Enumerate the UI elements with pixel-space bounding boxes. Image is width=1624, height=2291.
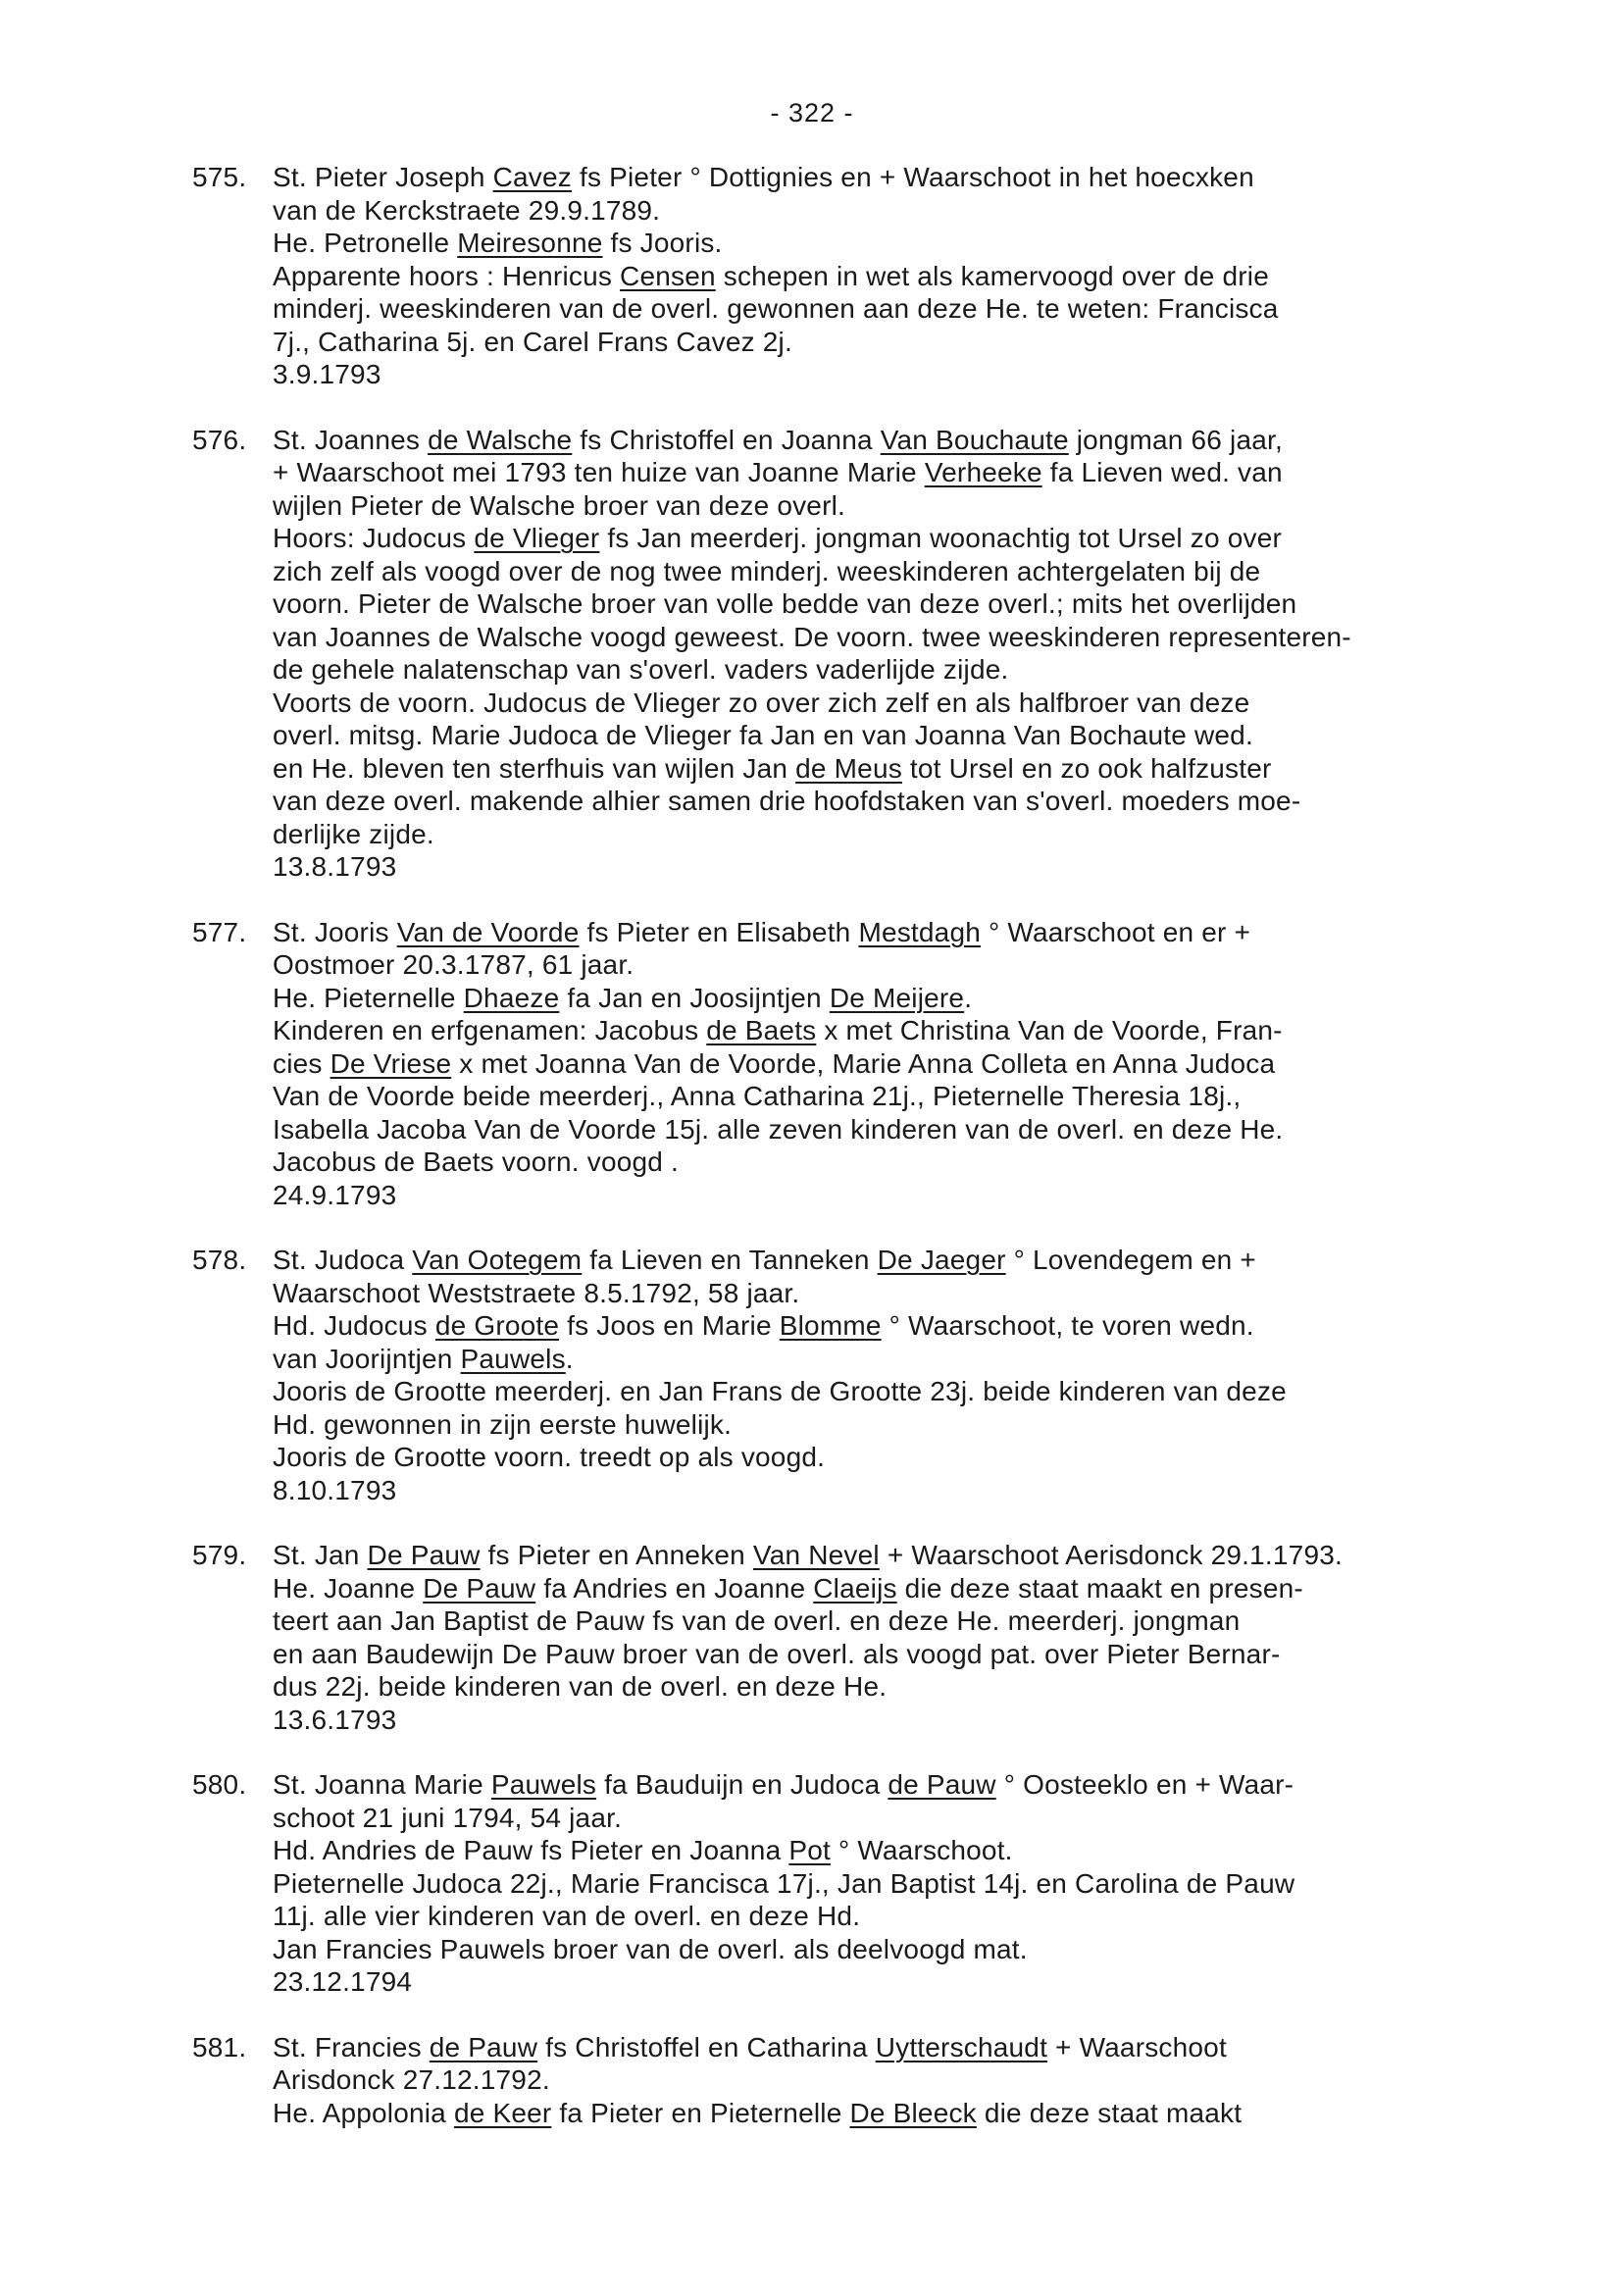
text-segment: fs Jooris. — [602, 228, 723, 258]
text-segment: St. Pieter Joseph — [273, 162, 493, 192]
underlined-surname: De Vriese — [330, 1047, 452, 1079]
text-segment: voorn. Pieter de Walsche broer van volle bedde van deze overl.; mits het overlijden — [273, 588, 1297, 619]
underlined-surname: Van de Voorde — [396, 916, 580, 947]
entry-579 — [192, 1539, 1585, 1736]
entry-581 — [192, 2031, 1585, 2130]
entry-line — [273, 424, 1585, 457]
underlined-surname: Blomme — [779, 1310, 882, 1341]
entry-line — [273, 326, 1585, 359]
entry-577 — [192, 916, 1585, 1212]
text-segment: Jooris de Grootte voorn. treedt op als voogd. — [273, 1442, 826, 1472]
entry-line — [273, 587, 1585, 621]
text-segment: zich zelf als voogd over de nog twee minderj. weeskinderen achtergelaten bij de — [273, 555, 1261, 586]
text-segment: wijlen Pieter de Walsche broer van deze overl. — [273, 489, 845, 521]
entry-line — [273, 1802, 1585, 1835]
underlined-surname: Cavez — [492, 162, 572, 192]
text-segment: fs Pieter ° Dottignies en + Waarschoot in het hoecxken — [571, 162, 1254, 192]
text-segment: fa Lieven wed. van — [1041, 457, 1283, 487]
entry-line — [273, 785, 1585, 818]
text-segment: Kinderen en erfgenamen: Jacobus — [273, 1015, 707, 1045]
entry-line — [273, 1965, 1585, 1999]
text-segment: ° Oosteeklo en + Waar- — [995, 1769, 1294, 1800]
underlined-surname: de Pauw — [429, 2031, 538, 2062]
underlined-surname: Van Bouchaute — [880, 424, 1069, 455]
text-segment: Hd. gewonnen in zijn eerste huwelijk. — [273, 1408, 733, 1440]
underlined-surname: de Vlieger — [474, 523, 600, 553]
text-segment: en aan Baudewijn De Pauw broer van de overl. als voogd pat. over Pieter Bernar- — [273, 1638, 1281, 1669]
entry-line — [273, 850, 1585, 884]
text-segment: Jan Francies Pauwels broer van de overl. als deelvoogd mat. — [273, 1933, 1028, 1964]
entry-line — [273, 1638, 1585, 1671]
text-segment: Oostmoer 20.3.1787, 61 jaar. — [273, 949, 634, 980]
text-segment: fs Joos en Marie — [559, 1310, 780, 1341]
text-segment: He. Joanne — [273, 1572, 424, 1604]
text-segment: x met Joanna Van de Voorde, Marie Anna Colleta en Anna Judoca — [451, 1047, 1276, 1079]
text-segment: fa Lieven en Tanneken — [582, 1245, 878, 1275]
entry-line — [273, 916, 1585, 949]
text-segment: en He. bleven ten sterfhuis van wijlen Jan — [273, 752, 796, 784]
underlined-surname: de Keer — [453, 2097, 552, 2128]
text-segment: fs Pieter en Anneken — [480, 1540, 753, 1570]
text-segment: jongman 66 jaar, — [1068, 424, 1283, 455]
underlined-surname: Pauwels — [460, 1343, 566, 1374]
text-segment: . — [565, 1343, 574, 1374]
entry-line — [273, 982, 1585, 1015]
entry-line — [273, 555, 1585, 588]
entry-line — [273, 621, 1585, 654]
text-segment: St. Jooris — [273, 916, 397, 947]
text-segment: ° Waarschoot, te voren wedn. — [881, 1310, 1254, 1341]
text-segment: Jacobus de Baets voorn. voogd . — [273, 1146, 680, 1177]
entry-line — [273, 292, 1585, 326]
text-segment: tot Ursel en zo ook halfzuster — [901, 752, 1272, 784]
underlined-surname: De Meijere — [829, 982, 965, 1013]
text-segment: 11j. alle vier kinderen van de overl. en deze Hd. — [273, 1901, 861, 1931]
entry-line — [273, 1047, 1585, 1081]
entry-number: 581. — [192, 2031, 247, 2062]
entry-line — [273, 719, 1585, 752]
entry-578 — [192, 1244, 1585, 1506]
underlined-surname: Pot — [788, 1835, 831, 1865]
text-segment: fa Jan en Joosijntjen — [559, 982, 830, 1013]
entry-number: 575. — [192, 162, 247, 192]
text-segment: fs Christoffel en Catharina — [537, 2031, 876, 2062]
underlined-surname: De Pauw — [367, 1540, 481, 1570]
entry-line — [273, 948, 1585, 982]
entry-line — [273, 1179, 1585, 1212]
text-segment: van Joorijntjen — [273, 1343, 461, 1374]
text-segment: fa Bauduijn en Judoca — [596, 1769, 888, 1800]
text-segment: St. Joanna Marie — [273, 1769, 491, 1800]
text-segment: + Waarschoot mei 1793 ten huize van Joanne Marie — [273, 457, 925, 487]
entry-number: 576. — [192, 424, 247, 455]
text-segment: He. Petronelle — [273, 228, 458, 258]
entry-line — [273, 161, 1585, 194]
text-segment: fa Pieter en Pieternelle — [551, 2097, 850, 2128]
entry-line — [273, 1834, 1585, 1867]
text-segment: Hd. Andries de Pauw fs Pieter en Joanna — [273, 1835, 789, 1865]
text-segment: die deze staat maakt en presen- — [896, 1572, 1303, 1604]
entry-line — [273, 1933, 1585, 1966]
entry-line — [273, 1768, 1585, 1802]
entry-line — [273, 1146, 1585, 1179]
text-segment: Isabella Jacoba Van de Voorde 15j. alle zeven kinderen van de overl. en deze He. — [273, 1113, 1284, 1145]
text-segment: die deze staat maakt — [976, 2097, 1243, 2128]
entry-number: 579. — [192, 1540, 247, 1570]
entry-line — [273, 1277, 1585, 1310]
underlined-surname: De Jaeger — [877, 1245, 1006, 1275]
entry-line — [273, 687, 1585, 720]
entry-line — [273, 1900, 1585, 1933]
underlined-surname: Van Ootegem — [412, 1245, 583, 1275]
entry-line — [273, 1014, 1585, 1047]
entry-line — [273, 1244, 1585, 1277]
text-segment: 23.12.1794 — [273, 1966, 413, 1997]
entry-number: 577. — [192, 916, 247, 947]
entry-line — [273, 194, 1585, 228]
underlined-surname: de Pauw — [888, 1769, 996, 1800]
underlined-surname: Pauwels — [490, 1769, 597, 1800]
page-number: - 322 - — [770, 98, 854, 127]
text-segment: fs Pieter en Elisabeth — [579, 916, 859, 947]
text-segment: schoot 21 juni 1794, 54 jaar. — [273, 1802, 623, 1833]
text-segment: van Joannes de Walsche voogd geweest. De voorn. twee weeskinderen representeren- — [273, 621, 1351, 652]
entry-575 — [192, 161, 1585, 391]
text-segment: Pieternelle Judoca 22j., Marie Francisca 17j., Jan Baptist 14j. en Carolina de Pauw — [273, 1867, 1295, 1899]
underlined-surname: Claeijs — [813, 1572, 897, 1604]
entry-line — [273, 1867, 1585, 1901]
text-segment: ° Lovendegem en + — [1005, 1245, 1256, 1275]
text-segment: minderj. weeskinderen van de overl. gewonnen aan deze He. te weten: Francisca — [273, 293, 1279, 324]
text-segment: van de Kerckstraete 29.9.1789. — [273, 194, 661, 226]
text-segment: Van de Voorde beide meerderj., Anna Catharina 21j., Pieternelle Theresia 18j., — [273, 1081, 1242, 1111]
text-segment: He. Pieternelle — [273, 982, 464, 1013]
text-segment: 24.9.1793 — [273, 1179, 397, 1210]
text-segment: St. Judoca — [273, 1245, 413, 1275]
text-segment: . — [964, 982, 973, 1013]
text-segment: Waarschoot Weststraete 8.5.1792, 58 jaar. — [273, 1277, 800, 1308]
text-segment: x met Christina Van de Voorde, Fran- — [816, 1015, 1283, 1045]
entry-line — [273, 1704, 1585, 1737]
entry-line — [273, 1343, 1585, 1376]
text-segment: Hoors: Judocus — [273, 523, 475, 553]
text-segment: 7j., Catharina 5j. en Carel Frans Cavez 2j. — [273, 326, 792, 357]
text-segment: teert aan Jan Baptist de Pauw fs van de overl. en deze He. meerderj. jongman — [273, 1605, 1241, 1636]
text-segment: van deze overl. makende alhier samen drie hoofdstaken van s'overl. moeders moe- — [273, 786, 1301, 816]
underlined-surname: Uytterschaudt — [875, 2031, 1048, 2062]
text-segment: + Waarschoot — [1047, 2031, 1227, 2062]
text-segment: fs Christoffel en Joanna — [572, 424, 881, 455]
underlined-surname: de Meus — [795, 752, 902, 784]
text-segment: Hd. Judocus — [273, 1310, 435, 1341]
underlined-surname: Mestdagh — [858, 916, 982, 947]
text-segment: St. Jan — [273, 1540, 368, 1570]
underlined-surname: de Groote — [434, 1310, 560, 1341]
text-segment: derlijke zijde. — [273, 818, 434, 849]
underlined-surname: de Baets — [706, 1015, 817, 1045]
text-segment: de gehele nalatenschap van s'overl. vaders vaderlijde zijde. — [273, 654, 1009, 685]
text-segment: fa Andries en Joanne — [535, 1572, 814, 1604]
underlined-surname: Van Nevel — [752, 1540, 880, 1570]
entry-line — [273, 1441, 1585, 1474]
underlined-surname: Dhaeze — [463, 982, 560, 1013]
entry-line — [273, 818, 1585, 851]
entry-line — [273, 1113, 1585, 1146]
entry-line — [273, 1572, 1585, 1605]
entry-line — [273, 2063, 1585, 2097]
text-segment: ° Waarschoot en er + — [981, 916, 1251, 947]
text-segment: St. Joannes — [273, 424, 429, 455]
text-segment: St. Francies — [273, 2031, 430, 2062]
text-segment: 13.8.1793 — [273, 851, 397, 882]
text-segment: fs Jan meerderj. jongman woonachtig tot Ursel zo over — [599, 523, 1282, 553]
text-segment: + Waarschoot Aerisdonck 29.1.1793. — [879, 1540, 1343, 1570]
text-segment: 13.6.1793 — [273, 1704, 397, 1735]
entry-line — [273, 522, 1585, 555]
entry-list — [192, 161, 1585, 2162]
text-segment: 8.10.1793 — [273, 1474, 397, 1505]
text-segment: Jooris de Grootte meerderj. en Jan Frans de Grootte 23j. beide kinderen van deze — [273, 1376, 1287, 1406]
entry-line — [273, 227, 1585, 260]
entry-line — [273, 358, 1585, 391]
entry-number: 580. — [192, 1769, 247, 1800]
entry-number: 578. — [192, 1245, 247, 1275]
text-segment: Arisdonck 27.12.1792. — [273, 2064, 550, 2095]
text-segment: He. Appolonia — [273, 2097, 454, 2128]
text-segment: Apparente hoors : Henricus — [273, 260, 621, 291]
entry-line — [273, 1474, 1585, 1507]
entry-line — [273, 752, 1585, 786]
entry-line — [273, 2031, 1585, 2064]
text-segment: dus 22j. beide kinderen van de overl. en deze He. — [273, 1671, 888, 1702]
entry-line — [273, 1375, 1585, 1408]
entry-line — [273, 1539, 1585, 1572]
text-segment: overl. mitsg. Marie Judoca de Vlieger fa Jan en van Joanna Van Bochaute wed. — [273, 720, 1253, 750]
text-segment: 3.9.1793 — [273, 359, 381, 389]
entry-line — [273, 1670, 1585, 1704]
entry-line — [273, 456, 1585, 489]
entry-line — [273, 1080, 1585, 1113]
underlined-surname: Verheeke — [924, 457, 1042, 487]
underlined-surname: De Bleeck — [849, 2097, 977, 2128]
entry-580 — [192, 1768, 1585, 1999]
entry-line — [273, 653, 1585, 687]
entry-line — [273, 1309, 1585, 1343]
entry-line — [273, 489, 1585, 523]
entry-line — [273, 1604, 1585, 1638]
text-segment: Voorts de voorn. Judocus de Vlieger zo over zich zelf en als halfbroer van deze — [273, 687, 1250, 718]
entry-line — [273, 260, 1585, 293]
entry-576 — [192, 424, 1585, 884]
text-segment: ° Waarschoot. — [830, 1835, 1013, 1865]
underlined-surname: De Pauw — [423, 1572, 536, 1604]
text-segment: schepen in wet als kamervoogd over de drie — [715, 260, 1270, 291]
underlined-surname: Meiresonne — [457, 228, 603, 258]
underlined-surname: Censen — [620, 260, 716, 291]
entry-line — [273, 1408, 1585, 1442]
text-segment: cies — [273, 1047, 330, 1079]
underlined-surname: de Walsche — [428, 424, 573, 455]
entry-line — [273, 2097, 1585, 2130]
